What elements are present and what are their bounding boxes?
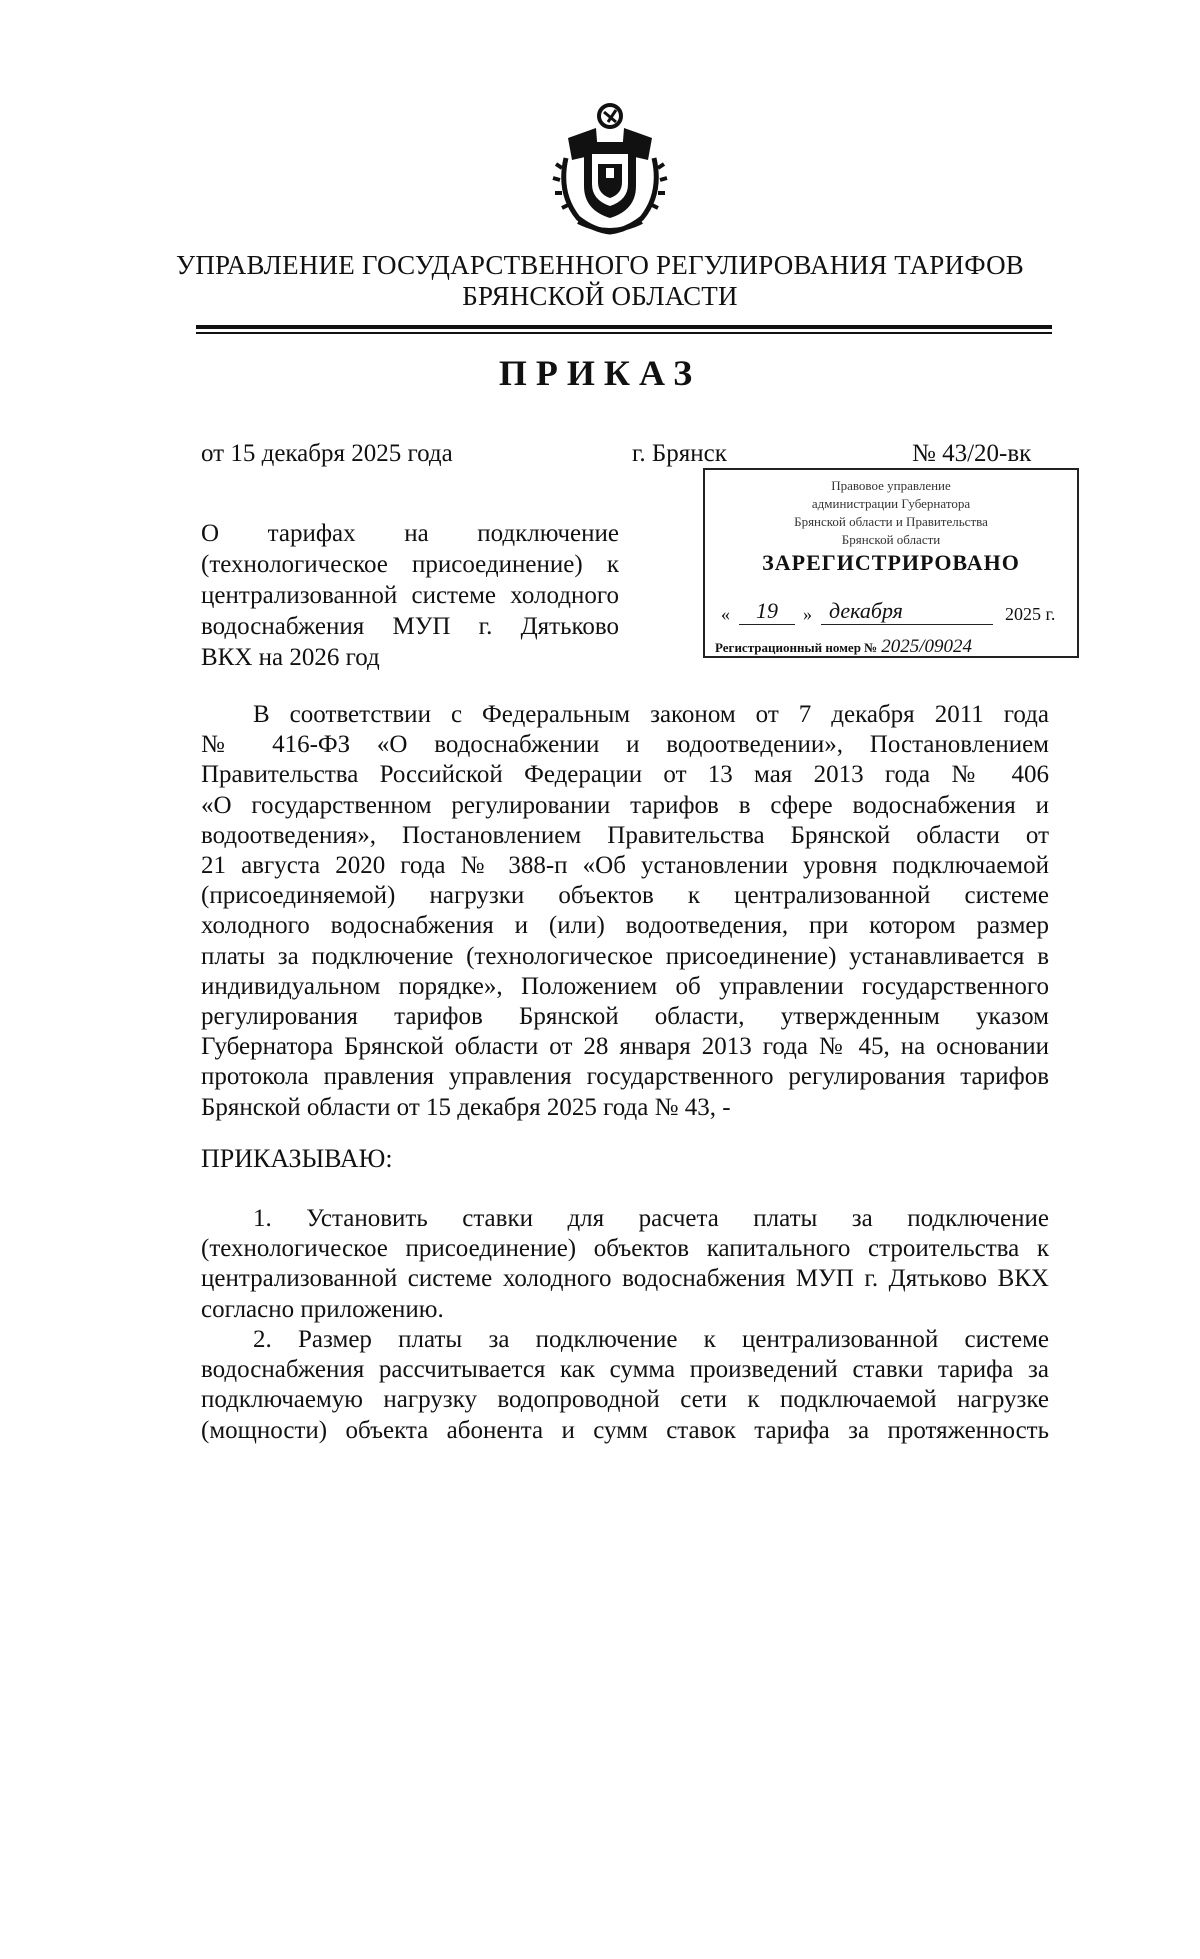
- document-date: от 15 декабря 2025 года: [201, 440, 453, 467]
- paragraph-line: водоснабжения рассчитывается как сумма произведений ставки тарифа за: [201, 1356, 1049, 1384]
- paragraph-line: согласно приложению.: [201, 1295, 444, 1323]
- paragraph-line: № 416-ФЗ «О водоснабжении и водоотведении», Постановлением: [201, 731, 1049, 759]
- document-number: № 43/20-вк: [912, 440, 1032, 467]
- paragraph-line: холодного водоснабжения и (или) водоотведения, при котором размер: [201, 912, 1049, 940]
- paragraph-line: (мощности) объекта абонента и сумм ставок тарифа за протяженность: [201, 1416, 1049, 1444]
- coat-of-arms-icon: [548, 98, 672, 238]
- paragraph-line: 21 августа 2020 года № 388-п «Об установлении уровня подключаемой: [201, 852, 1049, 880]
- stamp-date: [715, 598, 1071, 628]
- subject-line: централизованной системе холодного: [201, 582, 619, 609]
- paragraph-line: Брянской области от 15 декабря 2025 года № 43, -: [201, 1093, 731, 1121]
- paragraph-line: индивидуальном порядке», Положением об управлении государственного: [201, 972, 1049, 1000]
- agency-name-line1: УПРАВЛЕНИЕ ГОСУДАРСТВЕННОГО РЕГУЛИРОВАНИЯ ТАРИФОВ: [176, 250, 1024, 280]
- paragraph-line: Губернатора Брянской области от 28 января 2013 года № 45, на основании: [201, 1033, 1049, 1061]
- document-type-title: ПРИКАЗ: [498, 353, 702, 393]
- stamp-line: администрации Губернатора: [811, 496, 971, 511]
- paragraph-line: В соответствии с Федеральным законом от 7 декабря 2011 года: [253, 701, 1049, 728]
- subject-line: (технологическое присоединение) к: [201, 551, 619, 578]
- paragraph-line: 1. Установить ставки для расчета платы за подключение: [253, 1205, 1049, 1232]
- agency-name-line2: БРЯНСКОЙ ОБЛАСТИ: [462, 281, 738, 311]
- stamp-open-quote: «: [721, 604, 730, 624]
- paragraph-line: «О государственном регулировании тарифов в сфере водоснабжения и: [201, 791, 1049, 819]
- stamp-year: 2025 г.: [1005, 604, 1056, 624]
- subject-line: водоснабжения МУП г. Дятьково: [201, 613, 619, 640]
- stamp-close-quote: »: [803, 604, 812, 624]
- paragraph-line: (технологическое присоединение) объектов капитального строительства к: [201, 1235, 1049, 1263]
- stamp-line: Правовое управление: [831, 478, 951, 493]
- stamp-reg-label: Регистрационный номер №: [715, 640, 878, 655]
- paragraph-line: водоотведения», Постановлением Правительства Брянской области от: [201, 821, 1049, 849]
- subject-line: ВКХ на 2026 год: [201, 644, 380, 671]
- header-divider-thin: [196, 332, 1052, 334]
- order-item-1: [201, 1204, 1049, 1325]
- paragraph-line: Правительства Российской Федерации от 13 мая 2013 года № 406: [201, 761, 1049, 789]
- paragraph-line: 2. Размер платы за подключение к централизованной системе: [253, 1326, 1049, 1353]
- stamp-line: Брянской области и Правительства: [794, 514, 988, 529]
- stamp-day: 19: [739, 598, 795, 625]
- stamp-reg-value: 2025/09024: [881, 636, 973, 657]
- paragraph-line: (присоединяемой) нагрузки объектов к централизованной системе: [201, 882, 1049, 910]
- registration-stamp: [703, 468, 1079, 658]
- header-divider: [196, 325, 1052, 329]
- paragraph-line: подключаемую нагрузку водопроводной сети к подключаемой нагрузке: [201, 1386, 1049, 1414]
- document-city: г. Брянск: [632, 440, 727, 467]
- paragraph-line: платы за подключение (технологическое присоединение) устанавливается в: [201, 942, 1049, 970]
- paragraph-line: протокола правления управления государственного регулирования тарифов: [201, 1063, 1049, 1091]
- document-subject: [201, 518, 619, 673]
- paragraph-line: централизованной системе холодного водоснабжения МУП г. Дятьково ВКХ: [201, 1265, 1049, 1293]
- subject-line: О тарифах на подключение: [201, 520, 619, 547]
- preamble-paragraph: [201, 700, 1049, 1123]
- stamp-registration-number: [715, 636, 972, 658]
- order-item-2: [201, 1325, 1049, 1446]
- stamp-month: декабря: [821, 598, 993, 625]
- stamp-line: Брянской области: [841, 532, 941, 547]
- decree-heading: ПРИКАЗЫВАЮ:: [201, 1144, 393, 1173]
- stamp-registered-label: ЗАРЕГИСТРИРОВАНО: [762, 550, 1020, 575]
- paragraph-line: регулирования тарифов Брянской области, утвержденным указом: [201, 1003, 1049, 1031]
